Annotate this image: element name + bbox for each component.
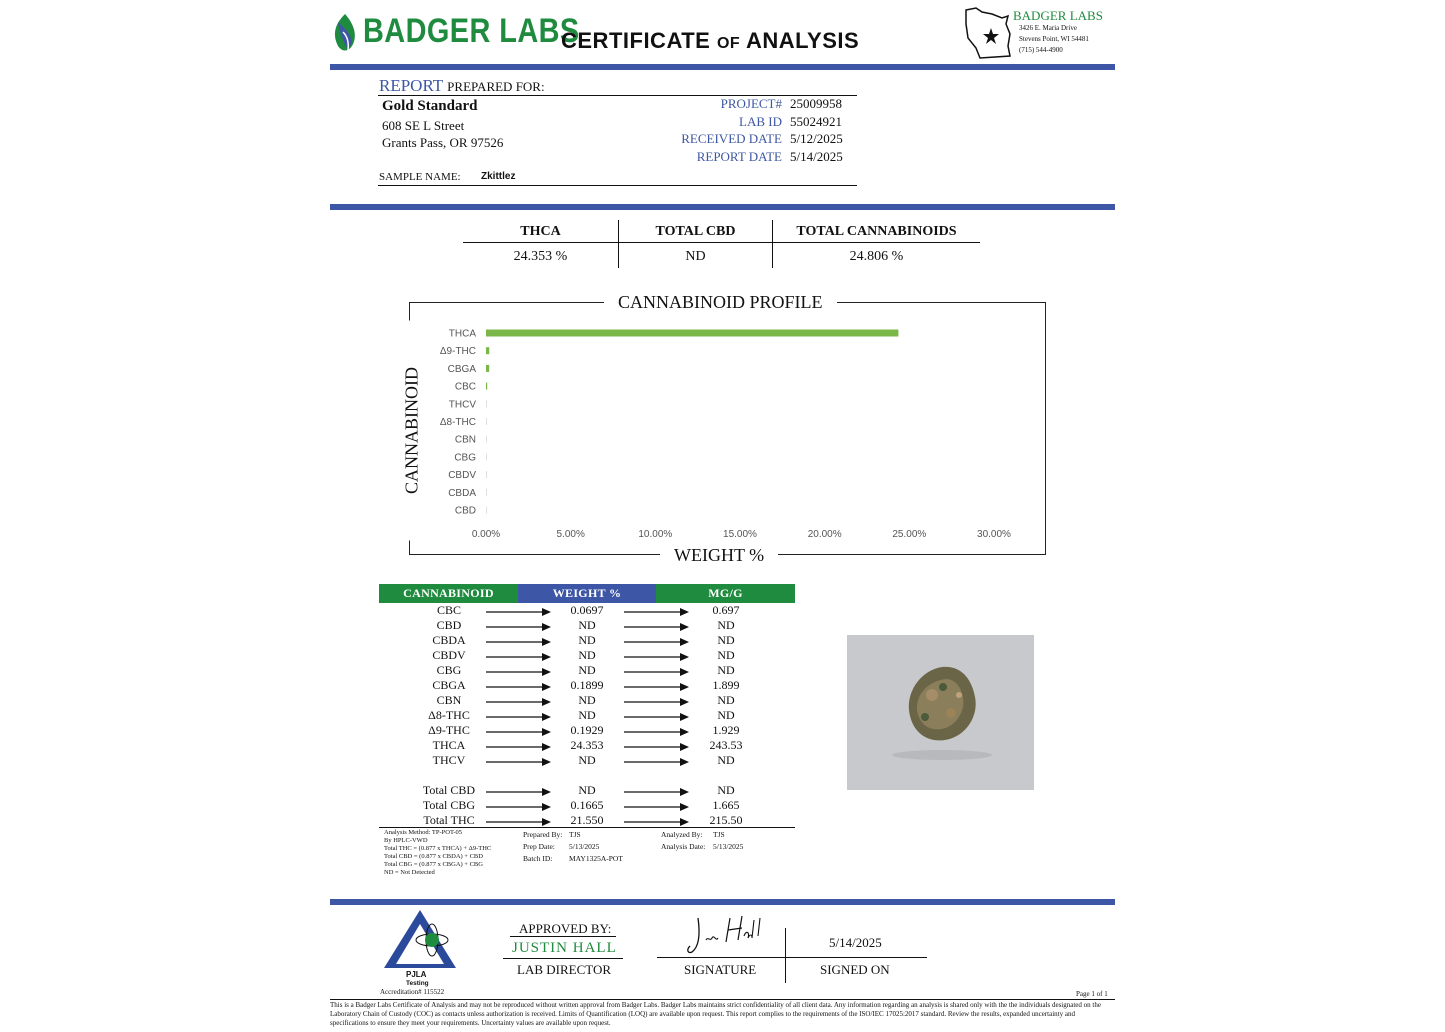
results-row-name: Δ8-THC bbox=[428, 708, 470, 722]
results-row-name: CBD bbox=[436, 618, 462, 632]
method-line: Analysis Method: TP-POT-05 bbox=[384, 829, 463, 836]
results-row-name: CBC bbox=[436, 603, 461, 617]
results-row-name: CBN bbox=[436, 693, 462, 707]
report-word: REPORT bbox=[379, 76, 444, 95]
analyzed-by: TJS bbox=[713, 830, 725, 839]
analysis-date: 5/13/2025 bbox=[713, 842, 744, 851]
chart-bar bbox=[486, 347, 489, 354]
chart-category-label: CBDV bbox=[448, 470, 476, 482]
prep-date: 5/13/2025 bbox=[569, 842, 600, 851]
approved-by-label: APPROVED BY: bbox=[519, 921, 612, 936]
results-row-name: Δ9-THC bbox=[428, 723, 470, 737]
summary-table bbox=[463, 220, 980, 268]
chart-category-label: Δ9-THC bbox=[439, 346, 476, 358]
results-row-weight: 24.353 bbox=[570, 738, 604, 752]
chart-bar bbox=[486, 365, 489, 372]
results-row-weight: ND bbox=[578, 648, 596, 662]
results-row-mg: 1.665 bbox=[712, 798, 740, 812]
chart-x-tick: 10.00% bbox=[638, 529, 673, 540]
signature-divider bbox=[785, 928, 786, 983]
results-row-weight: 0.1665 bbox=[570, 798, 604, 812]
report-fields bbox=[640, 96, 860, 166]
summary-value-thca: 24.353 % bbox=[513, 249, 568, 264]
analysis-info bbox=[661, 829, 743, 853]
lab-name: BADGER LABS bbox=[1013, 8, 1103, 23]
results-row-mg: 215.50 bbox=[709, 813, 743, 827]
chart-category-label: CBDA bbox=[448, 487, 476, 499]
results-row-mg: ND bbox=[717, 618, 735, 632]
handwritten-signature bbox=[684, 912, 774, 956]
row-arrow-icon bbox=[624, 697, 690, 707]
chart-category-label: CBGA bbox=[447, 363, 476, 375]
results-row-weight: ND bbox=[578, 618, 596, 632]
row-arrow-icon bbox=[624, 757, 690, 767]
results-row-name: CBG bbox=[436, 663, 462, 677]
chart-x-tick: 0.00% bbox=[471, 529, 501, 540]
results-row-mg: ND bbox=[717, 663, 735, 677]
prepared-by: TJS bbox=[569, 830, 581, 839]
row-arrow-icon bbox=[624, 622, 690, 632]
document-title bbox=[561, 28, 859, 54]
client-address-1: 608 SE L Street bbox=[382, 118, 465, 133]
title-certificate: CERTIFICATE bbox=[561, 28, 711, 53]
row-arrow-icon bbox=[486, 637, 552, 647]
chart-category-label: Δ8-THC bbox=[439, 417, 476, 428]
pjla-name: PJLA bbox=[406, 970, 427, 979]
summary-label-total-cannabinoids: TOTAL CANNABINOIDS bbox=[796, 224, 957, 239]
row-arrow-icon bbox=[624, 817, 690, 827]
summary-header-rule bbox=[463, 242, 980, 243]
results-row-mg: 1.929 bbox=[712, 723, 740, 737]
row-arrow-icon bbox=[486, 622, 552, 632]
report-field-value: 25009958 bbox=[790, 96, 842, 111]
results-row-weight: 0.1899 bbox=[570, 678, 604, 692]
client-address-2: Grants Pass, OR 97526 bbox=[382, 135, 504, 150]
results-row-mg: ND bbox=[717, 693, 735, 707]
analysis-date-label: Analysis Date: bbox=[661, 842, 706, 851]
chart-bar bbox=[486, 418, 487, 425]
disclaimer: This is a Badger Labs Certificate of Analysis and may not be reproduced without written approval from Badger Labs. Badger Labs maintains strict confidentiality of all client data. Any information regarding an analysis is shared only with the the individuals designated on the Laboratory Chain of Custody (COC) as contacts unless authorization is received. Limits of Quantification (LOQ) are available upon request. This report complies to the requirements of the ISO/IEC 17025:2017 standard. Review the results, expanded uncertainty and specifications to ensure they meet your requirements. Uncertainty values are available upon request. bbox=[330, 1001, 1101, 1027]
results-row-name: CBDA bbox=[432, 633, 466, 647]
results-row-mg: ND bbox=[717, 753, 735, 767]
method-line: Total CBG = (0.877 x CBGA) + CBG bbox=[384, 861, 483, 868]
row-arrow-icon bbox=[624, 787, 690, 797]
results-row-mg: ND bbox=[717, 708, 735, 722]
report-field-value: 55024921 bbox=[790, 113, 842, 129]
chart-bar bbox=[486, 436, 487, 443]
accreditation-number: Accreditation# 115522 bbox=[380, 988, 445, 996]
method-line: By HPLC-VWD bbox=[384, 837, 428, 844]
chart-category-label: THCA bbox=[448, 328, 476, 340]
chart-x-tick: 5.00% bbox=[556, 529, 585, 540]
results-row-name: Total CBG bbox=[422, 798, 476, 812]
results-row-weight: ND bbox=[578, 783, 596, 797]
col-header-cannabinoid: CANNABINOID bbox=[379, 584, 518, 603]
lab-phone: (715) 544-4900 bbox=[1019, 46, 1063, 54]
results-row-weight: ND bbox=[578, 708, 596, 722]
report-field-row bbox=[640, 149, 860, 167]
chart-ylabel: CANNABINOID bbox=[402, 321, 423, 541]
report-field-row bbox=[640, 96, 860, 114]
results-row-weight: ND bbox=[578, 663, 596, 677]
summary-label-thca: THCA bbox=[520, 224, 561, 239]
footer-rule bbox=[330, 999, 1115, 1000]
results-row-weight: ND bbox=[578, 753, 596, 767]
report-field-label: REPORT DATE bbox=[696, 148, 782, 164]
pjla-testing: Testing bbox=[406, 980, 429, 987]
row-arrow-icon bbox=[486, 802, 552, 812]
row-arrow-icon bbox=[486, 742, 552, 752]
chart-x-tick: 30.00% bbox=[977, 529, 1011, 540]
results-row-name: Total CBD bbox=[422, 783, 476, 797]
lab-address bbox=[1019, 23, 1089, 56]
results-row-mg: 0.697 bbox=[712, 603, 740, 617]
header-divider bbox=[330, 64, 1115, 70]
signature-line bbox=[657, 957, 927, 958]
pjla-triangle-icon bbox=[380, 908, 460, 972]
summary-value-total-cannabinoids: 24.806 % bbox=[849, 249, 904, 264]
chart-bar bbox=[486, 330, 898, 337]
report-field-value: 5/14/2025 bbox=[790, 148, 843, 164]
results-row-name: CBGA bbox=[432, 678, 466, 692]
batch-id: MAY1325A-POT bbox=[569, 854, 623, 863]
sample-name-label: SAMPLE NAME: bbox=[379, 171, 461, 183]
method-line: Total CBD = (0.877 x CBDA) + CBD bbox=[384, 853, 483, 860]
batch-id-label: Batch ID: bbox=[523, 854, 553, 863]
report-heading bbox=[379, 76, 545, 96]
report-field-label: PROJECT# bbox=[720, 96, 782, 111]
results-row-mg: ND bbox=[717, 783, 735, 797]
summary-label-total-cbd: TOTAL CBD bbox=[655, 224, 736, 239]
report-divider bbox=[330, 204, 1115, 210]
prep-date-label: Prep Date: bbox=[523, 842, 555, 851]
col-header-mg: MG/G bbox=[656, 584, 795, 603]
row-arrow-icon bbox=[486, 817, 552, 827]
sample-name: Zkittlez bbox=[481, 171, 516, 182]
row-arrow-icon bbox=[486, 667, 552, 677]
row-arrow-icon bbox=[486, 652, 552, 662]
signature-label: SIGNATURE bbox=[684, 962, 757, 977]
prep-info bbox=[523, 829, 623, 865]
chart-category-label: CBC bbox=[454, 381, 476, 393]
prepared-for-label: PREPARED FOR: bbox=[447, 79, 545, 94]
method-line: ND = Not Detected bbox=[384, 869, 435, 876]
sample-photo bbox=[847, 635, 1034, 790]
row-arrow-icon bbox=[624, 802, 690, 812]
chart-bar bbox=[486, 507, 487, 514]
results-row-weight: 0.0697 bbox=[570, 603, 604, 617]
results-bottom-rule bbox=[379, 827, 795, 828]
chart-bar bbox=[486, 453, 487, 460]
results-row-mg: 1.899 bbox=[712, 678, 740, 692]
signed-on-label: SIGNED ON bbox=[820, 962, 890, 977]
approved-by-underline bbox=[510, 936, 616, 937]
row-arrow-icon bbox=[486, 607, 552, 617]
signed-date: 5/14/2025 bbox=[829, 935, 882, 950]
row-arrow-icon bbox=[486, 712, 552, 722]
method-notes bbox=[384, 829, 524, 877]
analyzed-by-label: Analyzed By: bbox=[661, 830, 703, 839]
approver-underline bbox=[503, 958, 623, 959]
chart-category-label: CBD bbox=[454, 505, 476, 517]
results-row-weight: ND bbox=[578, 693, 596, 707]
results-row-weight: 21.550 bbox=[570, 813, 604, 827]
pjla-accreditation-logo bbox=[380, 908, 460, 972]
logo bbox=[330, 12, 360, 54]
chart-bar bbox=[486, 383, 487, 390]
page-number: Page 1 of 1 bbox=[1076, 990, 1108, 998]
prepared-by-label: Prepared By: bbox=[523, 830, 563, 839]
row-arrow-icon bbox=[624, 637, 690, 647]
lab-address-line-2: Stevens Point, WI 54481 bbox=[1019, 35, 1089, 43]
results-row-weight: ND bbox=[578, 633, 596, 647]
row-arrow-icon bbox=[486, 682, 552, 692]
row-arrow-icon bbox=[624, 607, 690, 617]
approval-divider bbox=[330, 899, 1115, 905]
row-arrow-icon bbox=[624, 667, 690, 677]
chart-category-label: CBN bbox=[454, 434, 476, 446]
report-field-label: LAB ID bbox=[739, 113, 782, 129]
sample-underline bbox=[378, 185, 857, 186]
chart-bar bbox=[486, 471, 487, 478]
approver-name: JUSTIN HALL bbox=[512, 940, 617, 956]
wisconsin-map-icon bbox=[962, 4, 1016, 60]
results-row-name: THCA bbox=[432, 738, 466, 752]
chart-x-tick: 20.00% bbox=[807, 529, 842, 540]
badger-leaf-icon bbox=[330, 12, 360, 54]
chart-x-tick: 15.00% bbox=[723, 529, 757, 540]
row-arrow-icon bbox=[624, 652, 690, 662]
results-row-name: Total THC bbox=[423, 813, 475, 827]
lab-address-line-1: 3426 E. Maria Drive bbox=[1019, 24, 1077, 32]
results-row-name: THCV bbox=[432, 753, 466, 767]
report-field-row bbox=[640, 131, 860, 149]
results-row-mg: ND bbox=[717, 633, 735, 647]
results-row-mg: ND bbox=[717, 648, 735, 662]
approver-role: LAB DIRECTOR bbox=[517, 962, 612, 977]
row-arrow-icon bbox=[486, 727, 552, 737]
col-header-weight: WEIGHT % bbox=[518, 584, 656, 603]
row-arrow-icon bbox=[486, 697, 552, 707]
client-name: Gold Standard bbox=[382, 98, 478, 114]
chart-category-label: CBG bbox=[454, 452, 476, 464]
row-arrow-icon bbox=[486, 787, 552, 797]
results-row-weight: 0.1929 bbox=[570, 723, 604, 737]
chart-bar bbox=[486, 489, 487, 496]
row-arrow-icon bbox=[624, 682, 690, 692]
title-analysis: ANALYSIS bbox=[745, 28, 860, 53]
row-arrow-icon bbox=[486, 757, 552, 767]
row-arrow-icon bbox=[624, 727, 690, 737]
title-of: OF bbox=[716, 35, 741, 52]
chart-category-label: THCV bbox=[448, 399, 476, 411]
report-field-label: RECEIVED DATE bbox=[681, 131, 782, 146]
method-line: Total THC = (0.877 x THCA) + Δ9-THC bbox=[384, 845, 492, 852]
chart-bar bbox=[486, 400, 487, 407]
report-field-value: 5/12/2025 bbox=[790, 131, 843, 146]
bar-chart bbox=[420, 318, 1020, 548]
row-arrow-icon bbox=[624, 742, 690, 752]
report-field-row bbox=[640, 114, 860, 132]
summary-value-total-cbd: ND bbox=[685, 249, 706, 264]
chart-title: CANNABINOID PROFILE bbox=[604, 292, 837, 313]
chart-xlabel: WEIGHT % bbox=[660, 545, 778, 566]
chart-x-tick: 25.00% bbox=[892, 529, 927, 540]
row-arrow-icon bbox=[624, 712, 690, 722]
logo-text: BADGER LABS bbox=[363, 12, 580, 50]
results-row-mg: 243.53 bbox=[709, 738, 743, 752]
results-row-name: CBDV bbox=[432, 648, 466, 662]
